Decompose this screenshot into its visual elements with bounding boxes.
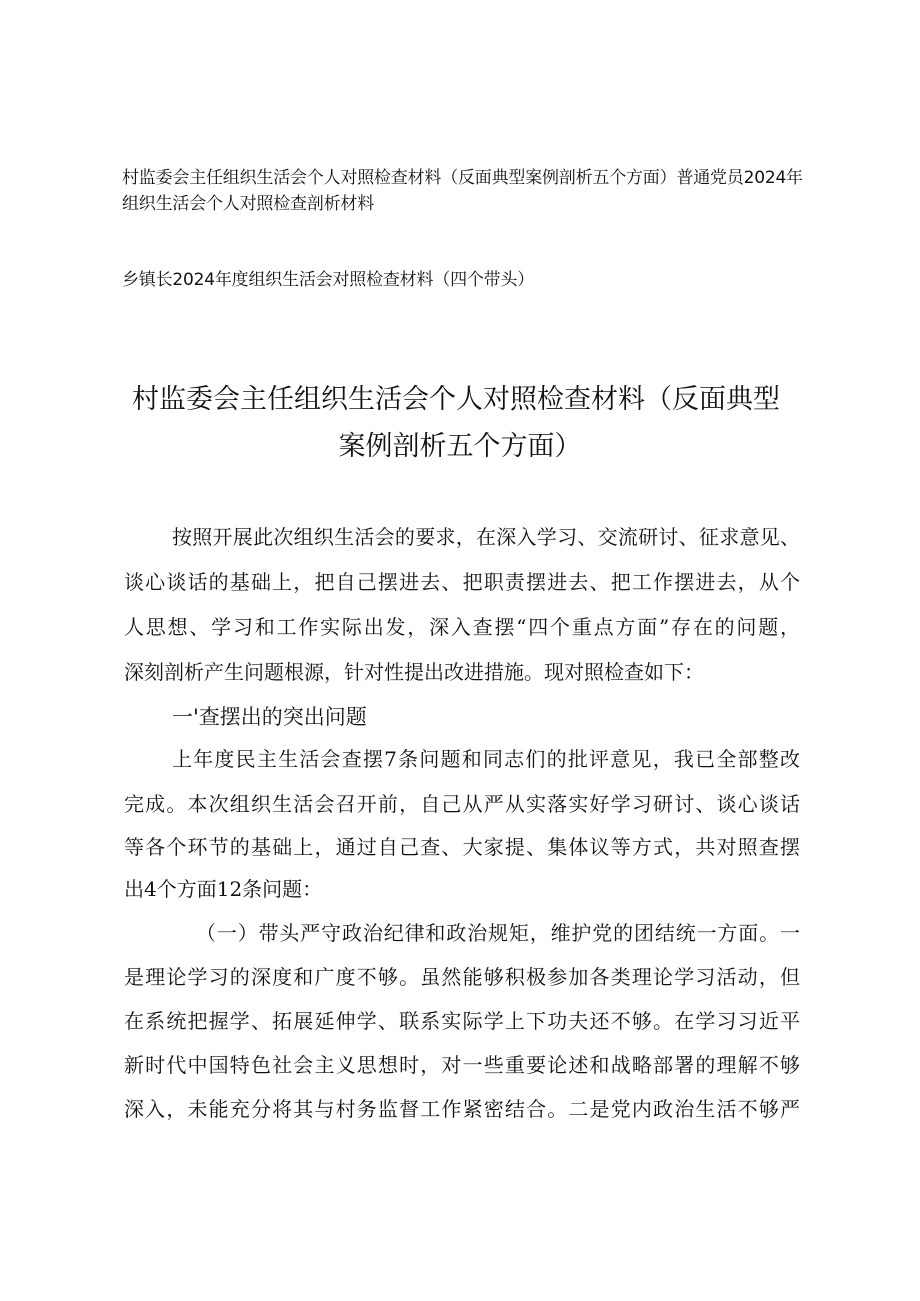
item-1-line-5: 深入，未能充分将其与村务监督工作紧密结合。二是党内政治生活不够严 bbox=[124, 1097, 800, 1121]
item-1-line-1: （一）带头严守政治纪律和政治规矩，维护党的团结统一方面。一 bbox=[196, 921, 800, 945]
intro-line-3: 人思想、学习和工作实际出发，深入查摆“四个重点方面”存在的问题， bbox=[124, 615, 800, 639]
section-1-line-2: 完成。本次组织生活会召开前，自己从严从实落实好学习研讨、谈心谈话 bbox=[124, 792, 800, 816]
toc-entry-1-line-1: 村监委会主任组织生活会个人对照检查材料（反面典型案例剖析五个方面）普通党员2024年 bbox=[122, 168, 803, 188]
item-1-line-4: 新时代中国特色社会主义思想时，对一些重要论述和战略部署的理解不够 bbox=[124, 1053, 800, 1077]
toc-entry-1-line-2: 组织生活会个人对照检查剖析材料 bbox=[122, 194, 374, 214]
item-1-line-3: 在系统把握学、拓展延伸学、联系实际学上下功夫还不够。在学习习近平 bbox=[124, 1009, 800, 1033]
section-1-line-4: 出4个方面12条问题： bbox=[124, 877, 323, 901]
intro-line-4: 深刻剖析产生问题根源，针对性提出改进措施。现对照检查如下： bbox=[124, 660, 704, 684]
document-title-line-1: 村监委会主任组织生活会个人对照检查材料（反面典型 bbox=[132, 384, 780, 415]
section-1-line-3: 等各个环节的基础上，通过自己查、大家提、集体议等方式，共对照查摆 bbox=[124, 835, 800, 859]
toc-entry-2: 乡镇长2024年度组织生活会对照检查材料（四个带头） bbox=[122, 270, 535, 290]
item-1-line-2: 是理论学习的深度和广度不够。虽然能够积极参加各类理论学习活动，但 bbox=[124, 965, 800, 989]
intro-line-2: 谈心谈话的基础上，把自己摆进去、把职责摆进去、把工作摆进去，从个 bbox=[124, 570, 800, 594]
section-1-line-1: 上年度民主生活会查摆7条问题和同志们的批评意见，我已全部整改 bbox=[172, 747, 800, 771]
intro-line-1: 按照开展此次组织生活会的要求，在深入学习、交流研讨、征求意见、 bbox=[172, 525, 800, 549]
section-1-heading: 一'查摆出的突出问题 bbox=[172, 705, 367, 729]
document-title-line-2: 案例剖析五个方面） bbox=[338, 431, 582, 462]
